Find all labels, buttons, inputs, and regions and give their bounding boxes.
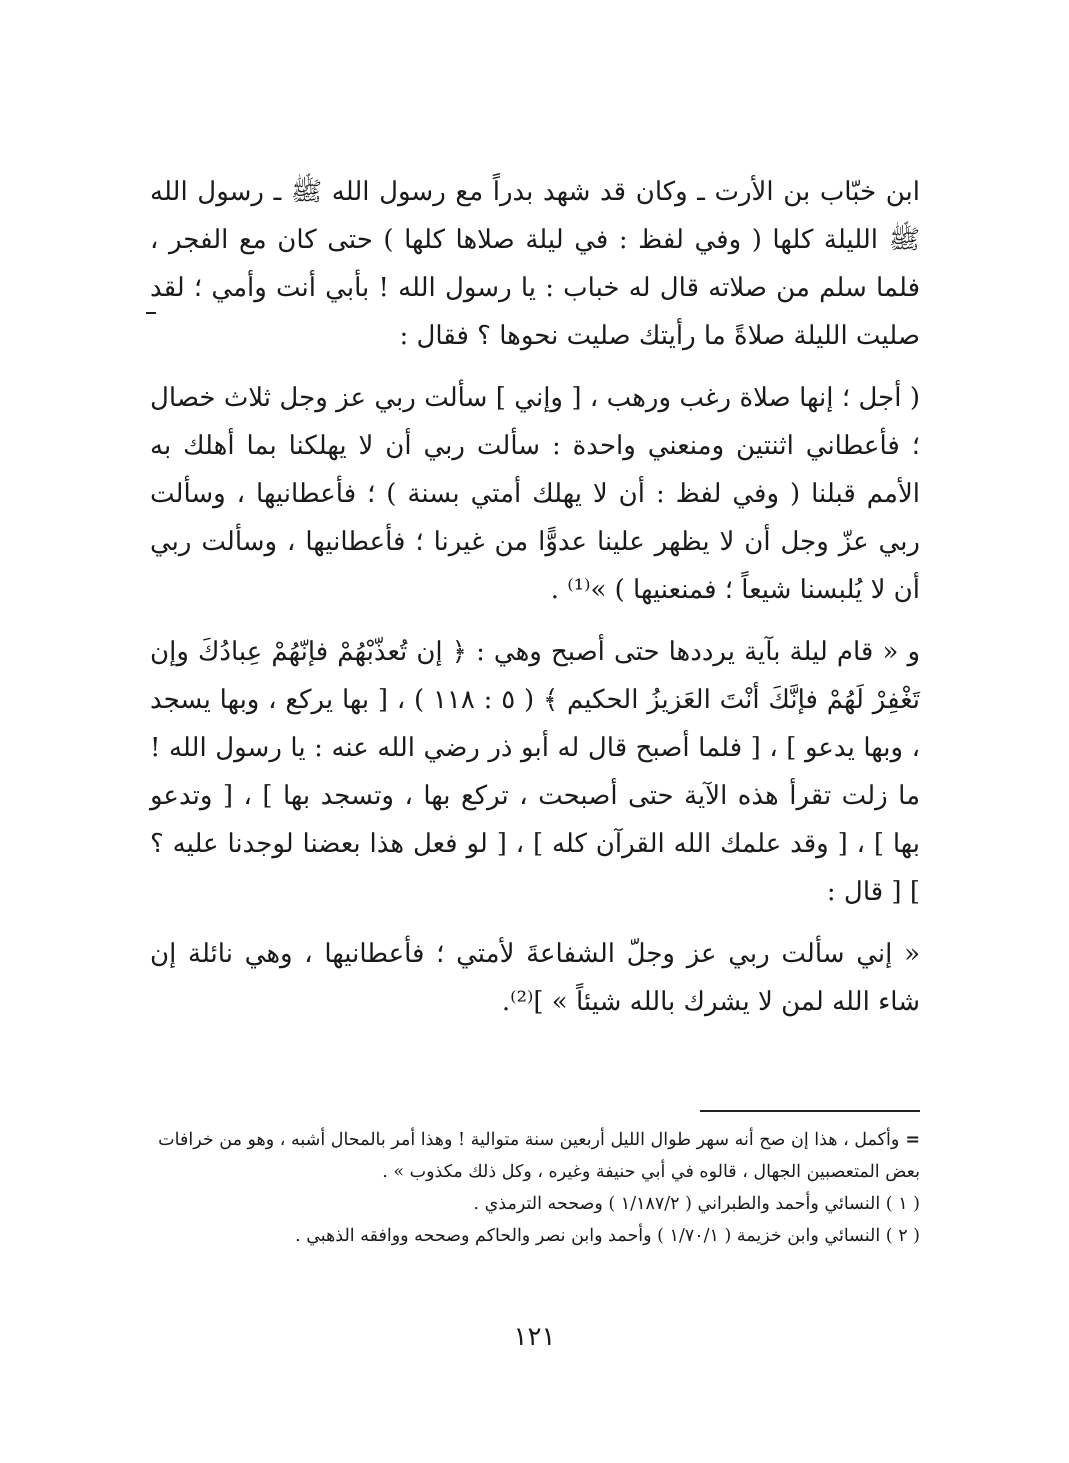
footnote-rule (700, 1110, 920, 1112)
paragraph-1: ابن خبّاب بن الأرت ـ وكان قد شهد بدراً مع رسول الله ﷺ ـ رسول الله ﷺ الليلة كلها ( وفي لفظ : في ليلة صلاها كلها ) حتى كان مع الفجر ، فلما سلم من صلاته قال له خباب : يا رسول الله ! بأبي أنت وأمي ؛ لقد صليت الليلة صلاةً ما رأيتك صليت نحوها ؟ فقال : (150, 177, 920, 351)
page-number: ١٢١ (513, 1322, 556, 1352)
paragraph-3: و « قام ليلة بآية يرددها حتى أصبح وهي : ﴿ إن تُعذّبْهُمْ فإنّهُمْ عِبادُكَ وإن تَغْفِرْ لَهُمْ فإنَّكَ أنْتَ العَزيزُ الحكيم ﴾ ( ٥ : ١١٨ ) ، [ بها يركع ، وبها يسجد ، وبها يدعو ] ، [ فلما أصبح قال له أبو ذر رضي الله عنه : يا رسول الله ! ما زلت تقرأ هذه الآية حتى أصبحت ، تركع بها ، وتسجد بها ] ، [ وتدعو بها ] ، [ وقد علمك الله القرآن كله ] ، [ لو فعل هذا بعضنا لوجدنا عليه ؟ ] [ قال : (150, 637, 920, 907)
paragraph-4: « إني سألت ربي عز وجلّ الشفاعةَ لأمتي ؛ فأعطانيها ، وهي نائلة إن شاء الله لمن لا يشرك بالله شيئاً » ]⁽²⁾. (150, 939, 920, 1017)
footnote-1: ( ١ ) النسائي وأحمد والطبراني ( ١/١٨٧/٢ ) وصححه الترمذي . (473, 1194, 920, 1214)
footnote-2: ( ٢ ) النسائي وابن خزيمة ( ١/٧٠/١ ) وأحمد وابن نصر والحاكم وصححه ووافقه الذهبي . (295, 1226, 920, 1246)
main-text (150, 168, 920, 1026)
footnotes (150, 1110, 920, 1252)
continuation-marker: = (905, 1130, 920, 1150)
paragraph-2: ( أجل ؛ إنها صلاة رغب ورهب ، [ وإني ] سألت ربي عز وجل ثلاث خصال ؛ فأعطاني اثنتين ومنعني واحدة : سألت ربي أن لا يهلكنا بما أهلك به الأمم قبلنا ( وفي لفظ : أن لا يهلك أمتي بسنة ) ؛ فأعطانيها ، وسألت ربي عزّ وجل أن لا يظهر علينا عدوًّا من غيرنا ؛ فأعطانيها ، وسألت ربي أن لا يُلبسنا شيعاً ؛ فمنعنيها ) »⁽¹⁾ . (150, 383, 920, 605)
footnote-continuation-text: وأكمل ، هذا إن صح أنه سهر طوال الليل أربعين سنة متوالية ! وهذا أمر بالمحال أشبه ، وهو من خرافات بعض المتعصبين الجهال ، قالوه في أبي حنيفة وغيره ، وكل ذلك مكذوب » . (158, 1130, 920, 1182)
footnote-continuation (150, 1124, 920, 1188)
